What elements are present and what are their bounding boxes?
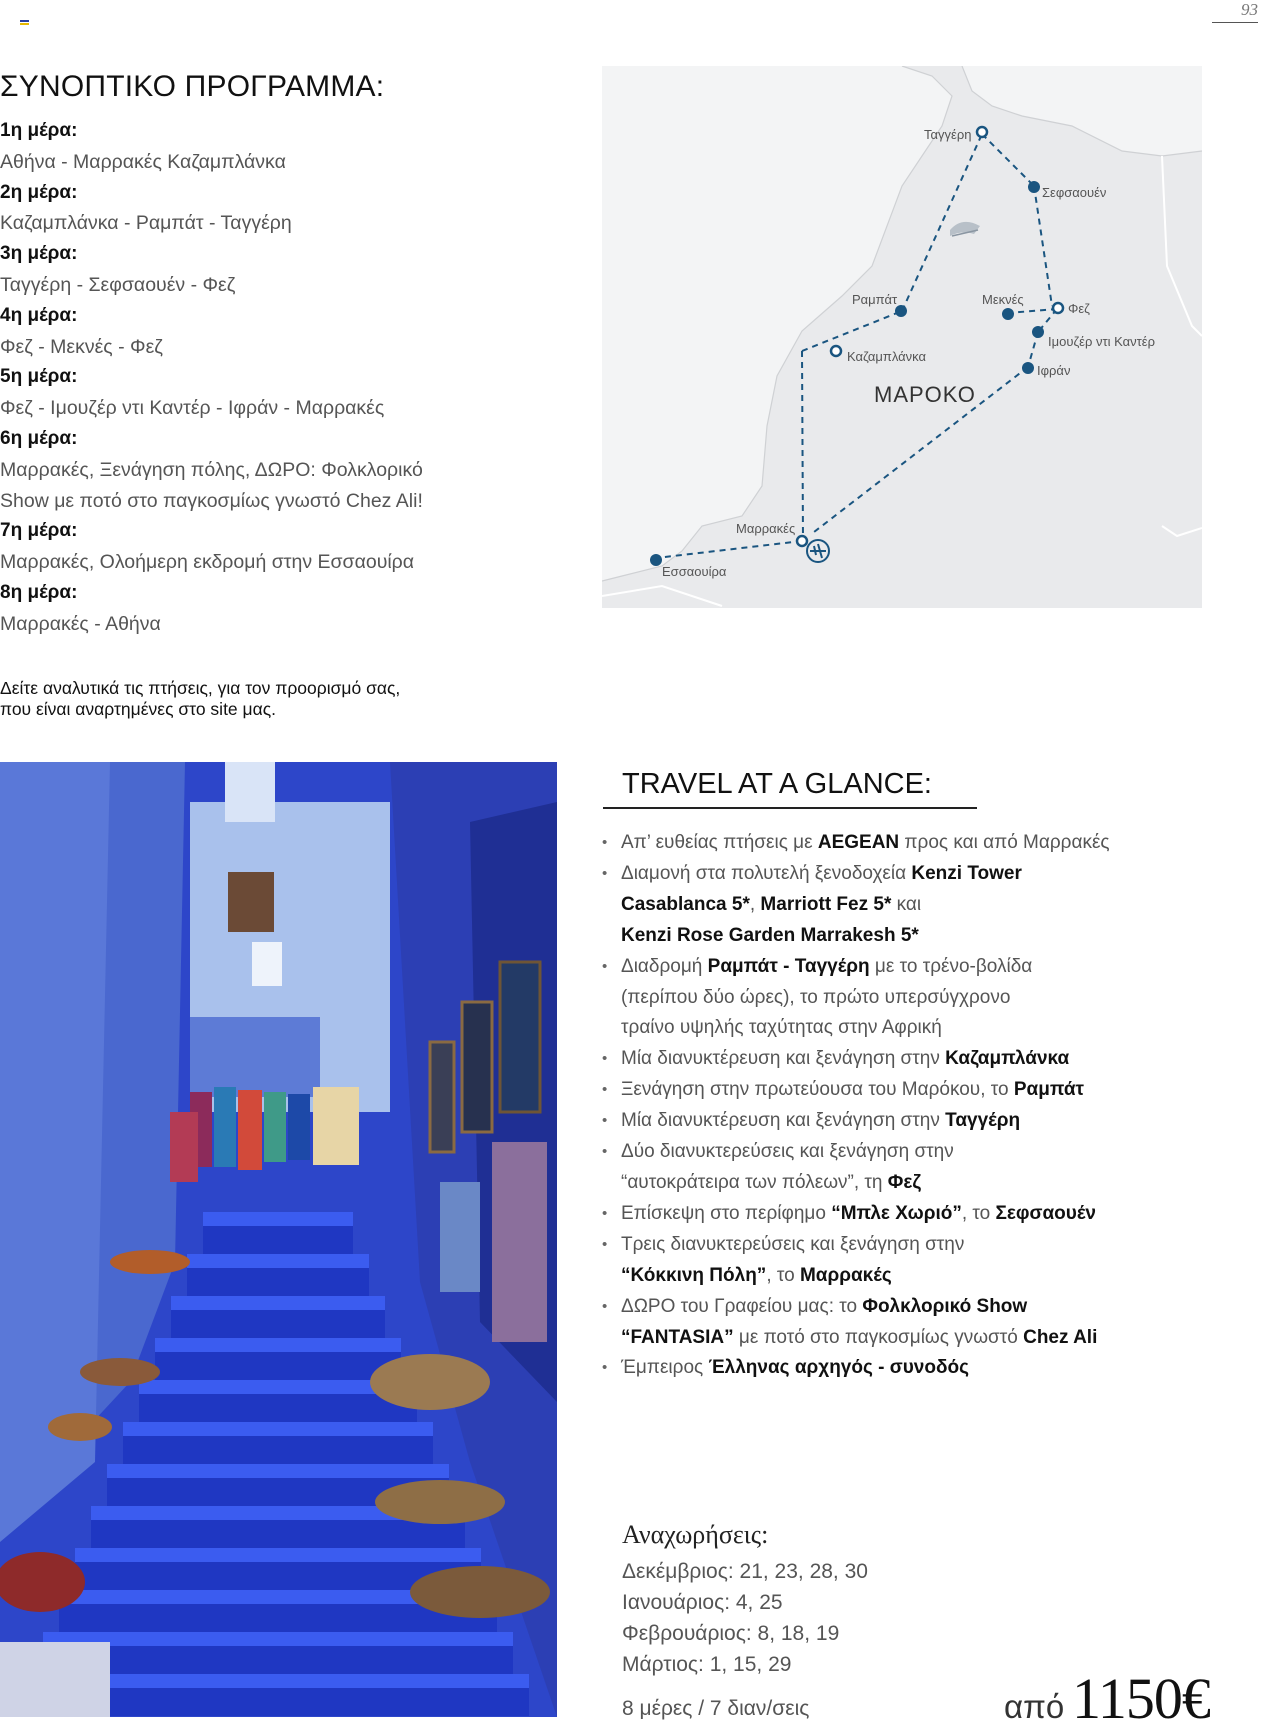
glance-item [602,859,1242,890]
glance-highlight: Μαρρακές [799,1264,892,1286]
day-description: Φεζ - Μεκνές - Φεζ [0,335,163,358]
glance-item [602,828,1242,859]
glance-highlight: Kenzi Rose Garden Marrakesh 5* [621,924,919,946]
glance-highlight: Καζαμπλάνκα [945,1048,1070,1070]
border-line [602,586,722,606]
border-line [1162,526,1202,536]
stair-riser [187,1268,369,1296]
day-label: 3η μέρα: [0,243,78,265]
glance-item [602,921,1242,952]
glance-highlight: AEGEAN [817,832,900,853]
day-label: 2η μέρα: [0,181,78,203]
glance-item [602,1199,1242,1230]
glance-text: , [749,893,761,915]
day-label: 5η μέρα: [0,366,78,388]
glance-text: Ξενάγηση στην πρωτεύουσα του Μαρόκου, το [621,1079,1014,1101]
program-days [0,116,560,640]
glance-text: Επίσκεψη στο περίφημο [621,1202,832,1224]
route-segment [1008,309,1057,313]
glance-highlight: “FANTASIA” [621,1326,734,1348]
glance-text: , το [961,1202,996,1224]
city-marker-chefchaouen [1028,181,1106,200]
day-label: 6η μέρα: [0,427,78,449]
flights-note-line: που είναι αναρτημένες στο site μας. [0,699,277,719]
day-description: Καζαμπλάνκα - Ραμπάτ - Ταγγέρη [0,212,292,235]
glance-highlight: Σεφσαουέν [995,1202,1096,1224]
stair-step [155,1338,401,1352]
glance-highlight: Φολκλορικό Show [862,1295,1028,1317]
glance-text: Δύο διανυκτερεύσεις και ξενάγηση στην [621,1141,954,1163]
flights-note-line: Δείτε αναλυτικά τις πτήσεις, για τον προορισμό σας, [0,678,401,698]
glance-title: TRAVEL AT A GLANCE: [622,768,932,800]
city-marker-tangier [924,127,987,142]
glance-highlight: Kenzi Tower [911,862,1022,884]
city-marker-imouzzer [1032,326,1155,349]
day-description: Ταγγέρη - Σεφσαουέν - Φεζ [0,273,236,296]
glance-list [602,828,1242,1384]
price-value: 1150€ [1072,1666,1210,1721]
stair-riser [139,1394,417,1422]
day-label: 4η μέρα: [0,304,78,326]
stair-riser [203,1226,353,1254]
glance-text: , το [766,1264,800,1286]
program-title: ΣΥΝΟΠΤΙΚΟ ΠΡΟΓΡΑΜΜΑ: [0,70,385,103]
stair-step [187,1254,369,1268]
stair-step [203,1212,353,1226]
page-number: 93 [1212,0,1258,23]
day-description: Φεζ - Ιμουζέρ ντι Καντέρ - Ιφράν - Μαρρακές [0,397,385,420]
glance-text: Διαμονή στα πολυτελή ξενοδοχεία [621,862,912,884]
route-segment [802,351,803,541]
city-label-chefchaouen: Σεφσαουέν [1042,185,1107,200]
glance-item [602,1292,1242,1323]
glance-item [602,1137,1242,1168]
city-marker-fez [1053,301,1090,316]
city-marker-rabat [852,292,907,317]
day-label: 7η μέρα: [0,520,78,542]
glance-text: ΔΩΡΟ του Γραφείου μας: το [621,1295,863,1317]
glance-item [602,1106,1242,1137]
city-marker-ifrane [1022,362,1070,378]
glance-highlight: Ταγγέρη [945,1110,1021,1132]
glance-item [602,1230,1242,1261]
glance-item [602,890,1242,921]
city-label-imouzzer: Ιμουζέρ ντι Καντέρ [1048,334,1155,349]
stair-step [75,1548,481,1562]
glance-item [602,1075,1242,1106]
city-label-ifrane: Ιφράν [1037,363,1071,378]
country-label: ΜΑΡΟΚΟ [874,382,976,407]
train-icon [950,222,980,236]
departure-month: Ιανουάριος: 4, 25 [622,1591,783,1614]
border-line [1162,156,1202,336]
glance-text: και [891,893,922,915]
stair-riser [155,1352,401,1380]
glance-text: Μία διανυκτέρευση και ξενάγηση στην [621,1048,946,1070]
day-description: Μαρρακές, Ξενάγηση πόλης, ΔΩΡΟ: Φολκλορικό [0,458,423,481]
glance-item [602,1013,1242,1044]
route-segment [982,134,1034,186]
day-description: Αθήνα - Μαρρακές Καζαμπλάνκα [0,150,286,173]
glance-item [602,983,1242,1014]
glance-text: με το τρένο-βολίδα [869,955,1033,977]
glance-text: Έμπειρος [621,1357,709,1379]
glance-item [602,1323,1242,1354]
departures-list [622,1556,1022,1680]
departure-month: Δεκέμβριος: 21, 23, 28, 30 [622,1560,868,1583]
glance-highlight: Marriott Fez 5* [760,893,892,915]
city-marker-marrakesh [736,521,807,546]
city-marker-meknes [982,292,1024,320]
glance-highlight: Casablanca 5* [621,893,750,915]
glance-text: τραίνο υψηλής ταχύτητας στην Αφρική [621,1017,942,1039]
stair-step [123,1422,433,1436]
glance-text: προς και από Μαρρακές [899,832,1110,853]
city-label-tangier: Ταγγέρη [924,127,972,142]
atlantic-ocean [602,66,952,581]
route-map [602,66,1202,608]
route-segment [1034,186,1052,306]
departure-month: Μάρτιος: 1, 15, 29 [622,1653,792,1676]
city-marker-essaouira [650,554,727,579]
glance-text: Απ’ ευθείας πτήσεις με [621,832,818,853]
price-prefix: από [1004,1688,1065,1721]
day-description: Μαρρακές, Ολοήμερη εκδρομή στην Εσσαουίρα [0,551,415,574]
stair-riser [43,1646,513,1674]
glance-text: Διαδρομή [621,955,708,977]
stair-riser [91,1520,465,1548]
stair-riser [123,1436,433,1464]
stair-riser [171,1310,385,1338]
city-marker-casablanca [831,346,927,364]
glance-highlight: “Κόκκινη Πόλη” [621,1264,767,1286]
day-label: 8η μέρα: [0,581,78,603]
glance-item [602,1168,1242,1199]
stair-step [107,1464,449,1478]
glance-item [602,1261,1242,1292]
glance-item [602,1044,1242,1075]
glance-highlight: Έλληνας αρχηγός - συνοδός [708,1357,969,1379]
trip-duration: 8 μέρες / 7 διαν/σεις [622,1697,810,1720]
city-label-essaouira: Εσσαουίρα [662,564,727,579]
glance-highlight: “Μπλε Χωριό” [831,1202,962,1224]
day-description: Μαρρακές - Αθήνα [0,612,161,635]
departure-month: Φεβρουάριος: 8, 18, 19 [622,1622,840,1645]
glance-text: Τρεις διανυκτερεύσεις και ξενάγηση στην [621,1233,965,1255]
stair-step [171,1296,385,1310]
chefchaouen-stairs-photo [0,762,557,1717]
city-label-marrakesh: Μαρρακές [736,521,796,536]
stair-step [43,1632,513,1646]
glance-highlight: Chez Ali [1023,1326,1098,1348]
day-description: Show με ποτό στο παγκοσμίως γνωστό Chez Ali! [0,489,423,512]
glance-highlight: Φεζ [887,1171,922,1193]
city-label-meknes: Μεκνές [982,292,1024,307]
glance-text: Μία διανυκτέρευση και ξενάγηση στην [621,1110,946,1132]
day-label: 1η μέρα: [0,120,78,141]
glance-highlight: Ραμπάτ [1013,1079,1084,1101]
flights-note [0,678,520,720]
glance-divider [603,807,977,809]
glance-item [602,1353,1242,1384]
city-label-rabat: Ραμπάτ [852,292,898,307]
plane-icon [807,540,829,562]
glance-item [602,952,1242,983]
mediterranean-sea [962,66,1202,156]
city-label-casablanca: Καζαμπλάνκα [847,349,927,364]
greek-flag-icon [20,20,29,27]
glance-text: “αυτοκράτειρα των πόλεων”, τη [621,1171,888,1193]
departures-title: Αναχωρήσεις: [622,1520,769,1549]
city-label-fez: Φεζ [1068,301,1090,316]
glance-text: με ποτό στο παγκοσμίως γνωστό [733,1326,1024,1348]
glance-highlight: Ραμπάτ - Ταγγέρη [707,955,870,977]
glance-text: (περίπου δύο ώρες), το πρώτο υπερσύγχρονο [621,986,1011,1008]
